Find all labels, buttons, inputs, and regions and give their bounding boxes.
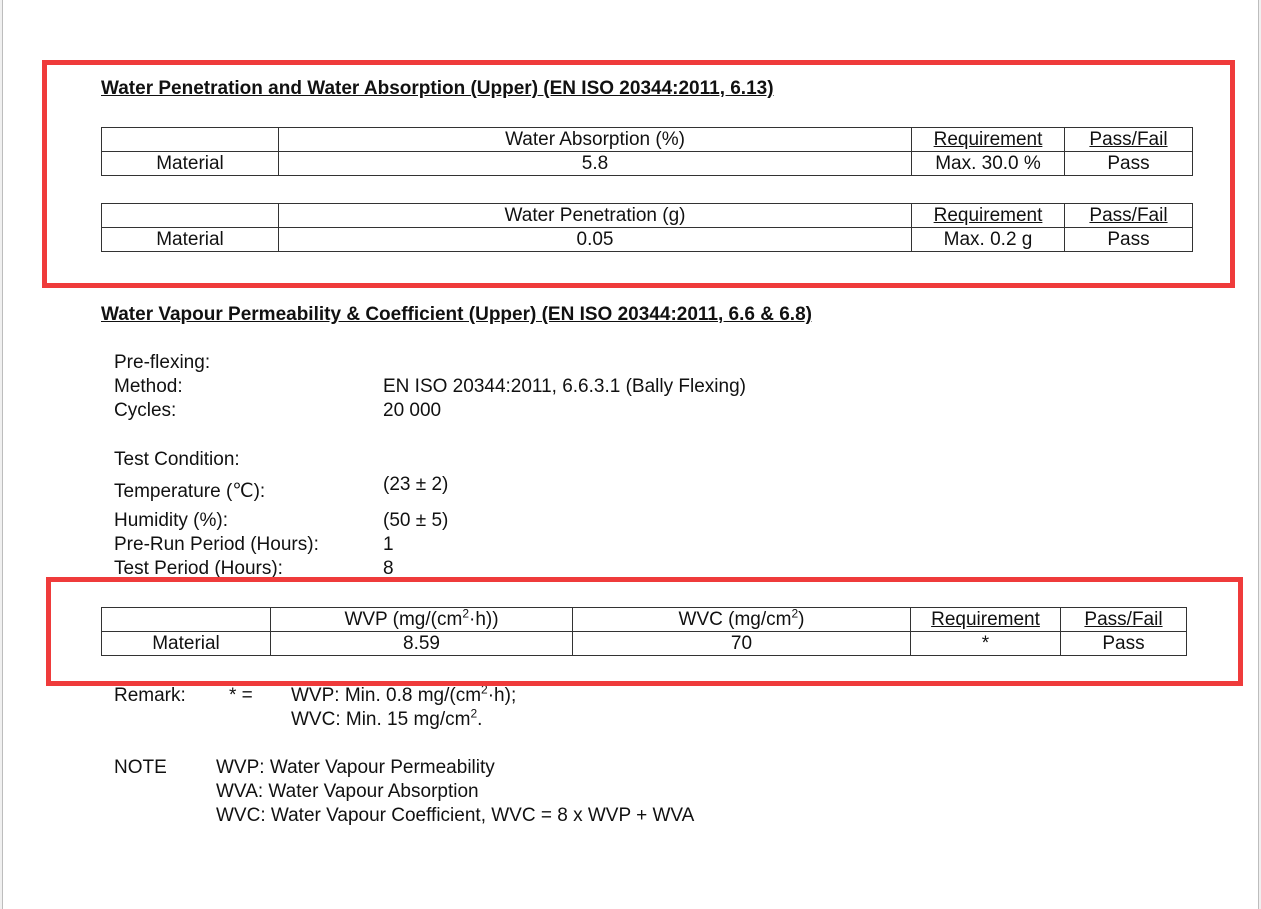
prerun-label: Pre-Run Period (Hours): xyxy=(114,534,319,555)
row-label-material: Material xyxy=(102,228,279,252)
document-page xyxy=(2,0,1259,909)
note-line-wvc: WVC: Water Vapour Coefficient, WVC = 8 x WVP + WVA xyxy=(216,805,695,826)
water-absorption-value: 5.8 xyxy=(279,152,912,176)
remark-marker: * = xyxy=(229,685,253,706)
method-label: Method: xyxy=(114,376,183,397)
pass-fail-header: Pass/Fail xyxy=(1061,608,1187,632)
row-label-material: Material xyxy=(102,152,279,176)
wvc-value: 70 xyxy=(573,632,911,656)
wvc-header: WVC $(mg/cm^2)$ xyxy=(573,608,911,632)
requirement-value: * xyxy=(911,632,1061,656)
water-absorption-header: Water Absorption (%) xyxy=(279,128,912,152)
water-absorption-table xyxy=(101,127,1193,176)
cycles-value: 20 000 xyxy=(383,400,442,421)
water-penetration-table xyxy=(101,203,1193,252)
temperature-label: Temperature (℃): xyxy=(114,481,266,502)
test-condition-title: Test Condition: xyxy=(114,449,240,470)
remark-label: Remark: xyxy=(114,685,186,706)
humidity-label: Humidity (%): xyxy=(114,510,229,531)
water-penetration-header: Water Penetration (g) xyxy=(279,204,912,228)
remark-line-wvc: WVC: Min. 15 $mg/cm^2$. xyxy=(291,706,483,730)
note-line-wva: WVA: Water Vapour Absorption xyxy=(216,781,479,802)
cycles-label: Cycles: xyxy=(114,400,177,421)
wvp-value: 8.59 xyxy=(271,632,573,656)
method-value: EN ISO 20344:2011, 6.6.3.1 (Bally Flexing) xyxy=(383,376,746,397)
empty-cell xyxy=(102,128,279,152)
wvp-wvc-table xyxy=(101,607,1187,656)
pass-fail-header: Pass/Fail xyxy=(1065,204,1193,228)
requirement-header: Requirement xyxy=(912,128,1065,152)
pass-fail-result: Pass xyxy=(1065,152,1193,176)
note-label: NOTE xyxy=(114,757,167,778)
test-period-label: Test Period (Hours): xyxy=(114,558,283,579)
requirement-header: Requirement xyxy=(912,204,1065,228)
pass-fail-header: Pass/Fail xyxy=(1065,128,1193,152)
requirement-header: Requirement xyxy=(911,608,1061,632)
prerun-value: 1 xyxy=(383,534,394,555)
requirement-value: Max. 30.0 % xyxy=(912,152,1065,176)
remark-line-wvp: WVP: Min. 0.8 $mg/(cm^2\cdot h)$; xyxy=(291,682,517,706)
note-line-wvp: WVP: Water Vapour Permeability xyxy=(216,757,495,778)
pass-fail-result: Pass xyxy=(1061,632,1187,656)
humidity-value: (50 ± 5) xyxy=(383,510,449,531)
row-label-material: Material xyxy=(102,632,271,656)
requirement-value: Max. 0.2 g xyxy=(912,228,1065,252)
water-penetration-value: 0.05 xyxy=(279,228,912,252)
test-period-value: 8 xyxy=(383,558,394,579)
preflex-title: Pre-flexing: xyxy=(114,352,211,373)
empty-cell xyxy=(102,608,271,632)
temperature-value: (23 ± 2) xyxy=(383,474,449,495)
empty-cell xyxy=(102,204,279,228)
section-heading-water-penetration: Water Penetration and Water Absorption (Upper) (EN ISO 20344:2011, 6.13) xyxy=(101,78,774,99)
pass-fail-result: Pass xyxy=(1065,228,1193,252)
section-heading-water-vapour: Water Vapour Permeability & Coefficient (Upper) (EN ISO 20344:2011, 6.6 & 6.8) xyxy=(101,304,812,325)
wvp-header: WVP $(mg/(cm^2\cdot h))$ xyxy=(271,608,573,632)
